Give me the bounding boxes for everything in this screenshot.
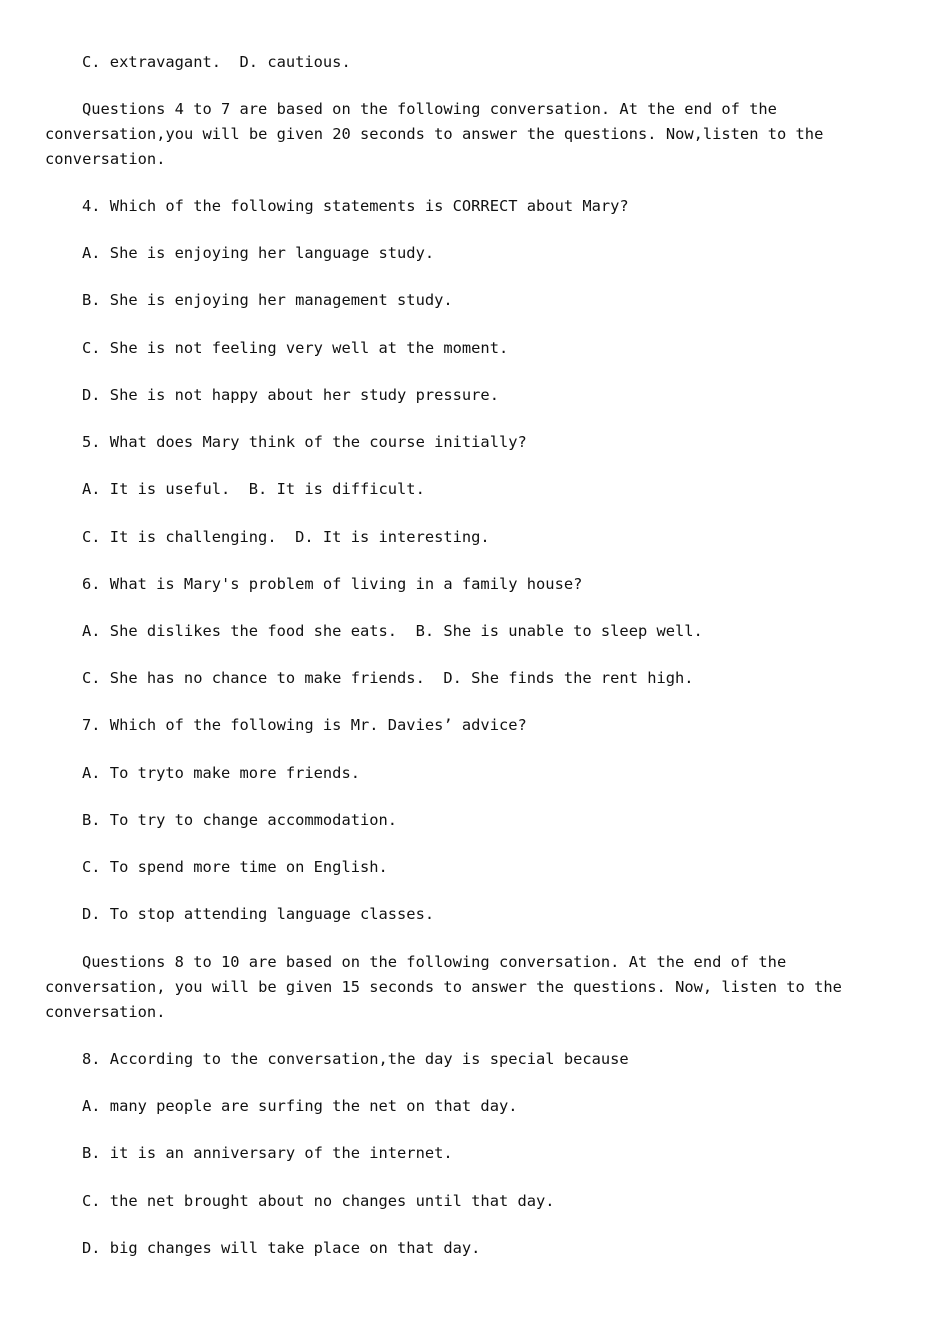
q4-option-a: A. She is enjoying her language study. <box>82 244 435 262</box>
q5-stem: 5. What does Mary think of the course initially? <box>82 433 527 451</box>
q5-options-cd: C. It is challenging. D. It is interesting. <box>82 528 490 546</box>
q8-stem: 8. According to the conversation,the day is special because <box>82 1050 629 1068</box>
section-8-10-intro-line-1: Questions 8 to 10 are based on the following conversation. At the end of the <box>82 953 787 971</box>
q8-option-a: A. many people are surfing the net on that day. <box>82 1097 518 1115</box>
q6-options-ab: A. She dislikes the food she eats. B. She is unable to sleep well. <box>82 622 703 640</box>
q7-stem: 7. Which of the following is Mr. Davies’ advice? <box>82 716 527 734</box>
section-8-10-intro-line-3: conversation. <box>45 1003 166 1021</box>
q6-stem: 6. What is Mary's problem of living in a family house? <box>82 575 583 593</box>
section-4-7-intro-line-1: Questions 4 to 7 are based on the following conversation. At the end of the <box>82 100 777 118</box>
q7-option-b: B. To try to change accommodation. <box>82 811 398 829</box>
q7-option-a: A. To tryto make more friends. <box>82 764 360 782</box>
q5-options-ab: A. It is useful. B. It is difficult. <box>82 480 425 498</box>
q4-option-d: D. She is not happy about her study pressure. <box>82 386 499 404</box>
q8-option-c: C. the net brought about no changes until that day. <box>82 1192 555 1210</box>
q4-stem: 4. Which of the following statements is CORRECT about Mary? <box>82 197 629 215</box>
q4-option-b: B. She is enjoying her management study. <box>82 291 453 309</box>
section-8-10-intro-line-2: conversation, you will be given 15 seconds to answer the questions. Now, listen to the <box>45 978 842 996</box>
q8-option-d: D. big changes will take place on that day. <box>82 1239 481 1257</box>
q7-option-c: C. To spend more time on English. <box>82 858 388 876</box>
q8-option-b: B. it is an anniversary of the internet. <box>82 1144 453 1162</box>
q3-options-cd: C. extravagant. D. cautious. <box>82 53 351 71</box>
q4-option-c: C. She is not feeling very well at the moment. <box>82 339 509 357</box>
q6-options-cd: C. She has no chance to make friends. D. She finds the rent high. <box>82 669 694 687</box>
q7-option-d: D. To stop attending language classes. <box>82 905 435 923</box>
section-4-7-intro-line-2: conversation,you will be given 20 seconds to answer the questions. Now,listen to the <box>45 125 824 143</box>
section-4-7-intro-line-3: conversation. <box>45 150 166 168</box>
